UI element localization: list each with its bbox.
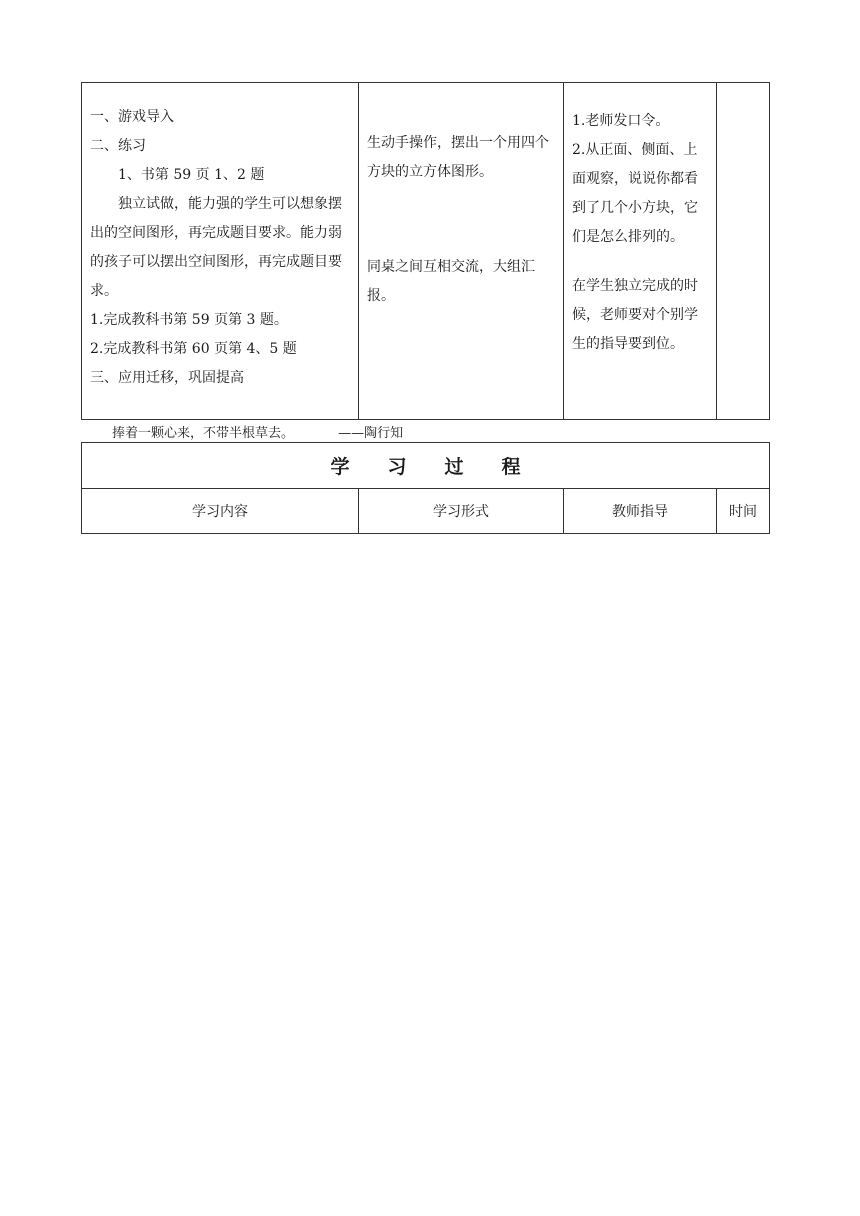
- process-table: [81, 442, 770, 534]
- header-row: [82, 489, 770, 534]
- guide-cell: [564, 83, 717, 420]
- content-line: 1、书第 59 页 1、2 题: [118, 167, 265, 183]
- content-line: 1.完成教科书第 59 页第 3 题。: [90, 312, 288, 328]
- section-title: 学习过程: [82, 443, 770, 489]
- content-line: 一、游戏导入: [90, 109, 174, 125]
- lesson-table: [81, 82, 770, 420]
- title-row: [82, 443, 770, 489]
- guide-paragraph: 1.老师发口令。: [572, 113, 670, 129]
- header-content: 学习内容: [82, 489, 359, 534]
- content-line: 2.完成教科书第 60 页第 4、5 题: [90, 341, 297, 357]
- content-cell: [82, 83, 359, 420]
- motto-text: 捧着一颗心来，不带半根草去。: [112, 426, 295, 441]
- form-paragraph: 生动手操作，摆出一个用四个方块的立方体图形。: [367, 135, 549, 180]
- content-paragraph: 独立试做，能力强的学生可以想象摆出的空间图形，再完成题目要求。能力弱的孩子可以摆出空间图形，再完成题目要求。: [90, 196, 342, 299]
- content-line: 二、练习: [90, 138, 146, 154]
- time-cell: [717, 83, 770, 420]
- header-guide: 教师指导: [564, 489, 717, 534]
- motto: [112, 422, 403, 441]
- guide-paragraph: 在学生独立完成的时候，老师要对个别学生的指导要到位。: [572, 278, 698, 352]
- motto-author: ——陶行知: [338, 426, 404, 441]
- guide-paragraph: 2.从正面、侧面、上面观察，说说你都看到了几个小方块，它们是怎么排列的。: [572, 142, 698, 245]
- table-row: [82, 83, 770, 420]
- content-line: 三、应用迁移，巩固提高: [90, 370, 244, 386]
- form-paragraph: 同桌之间互相交流，大组汇报。: [367, 259, 535, 304]
- header-time: 时间: [717, 489, 770, 534]
- form-cell: [359, 83, 564, 420]
- header-form: 学习形式: [359, 489, 564, 534]
